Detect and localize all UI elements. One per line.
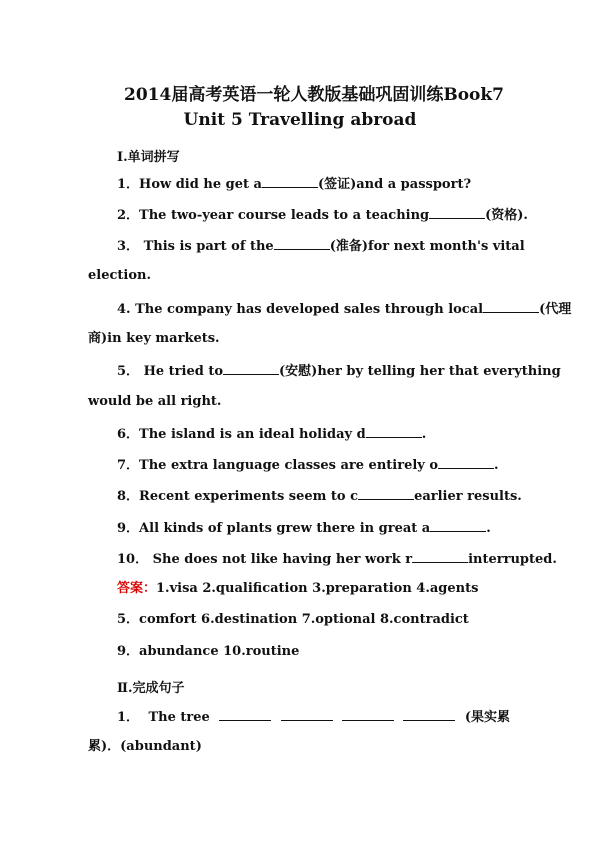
question-text: He tried to xyxy=(143,364,224,379)
answer-blank[interactable] xyxy=(438,455,494,469)
question-text: All kinds of plants grew there in great a xyxy=(139,521,431,536)
answers-line-1 xyxy=(117,580,539,598)
question-8 xyxy=(117,486,539,506)
section-heading-spelling: Ⅰ.单词拼写 xyxy=(117,150,180,165)
question-hint: . xyxy=(494,458,499,473)
question-text: This is part of the xyxy=(143,239,274,254)
question-5 xyxy=(117,361,561,381)
unit-title: Unit 5 Travelling abroad xyxy=(183,110,417,130)
question-text: The island is an ideal holiday d xyxy=(139,427,366,442)
question-hint: (果实累 xyxy=(464,710,510,725)
document-title: 2014届高考英语一轮人教版基础巩固训练Book7 xyxy=(124,85,504,105)
answer-blank[interactable] xyxy=(223,361,279,375)
question-text: The two-year course leads to a teaching xyxy=(139,208,430,223)
answer-blank[interactable] xyxy=(483,299,539,313)
question-4 xyxy=(117,299,572,319)
question-number: 2． xyxy=(117,208,140,223)
question-number: 1． xyxy=(117,177,140,192)
answer-blank[interactable] xyxy=(430,518,486,532)
question-hint: . xyxy=(421,427,427,442)
answers-label: 答案： xyxy=(117,581,157,596)
question-9 xyxy=(117,518,539,538)
question-number: 7． xyxy=(117,458,140,473)
answers-text: 1.visa 2.qualification 3.preparation 4.agents xyxy=(156,581,479,596)
answer-blank[interactable] xyxy=(366,424,422,438)
question-2 xyxy=(117,205,539,225)
question-number: 3． xyxy=(117,239,140,254)
answers-line-2: 5．comfort 6.destination 7.optional 8.contradict xyxy=(117,612,469,627)
question-text: How did he get a xyxy=(139,177,262,192)
answer-blank[interactable] xyxy=(358,486,414,500)
sentence-1-continued: 累)．(abundant) xyxy=(88,739,202,754)
question-7 xyxy=(117,455,539,475)
question-number: 1． xyxy=(117,710,140,725)
answer-blank[interactable] xyxy=(281,707,333,721)
answer-blank[interactable] xyxy=(262,174,318,188)
question-4-continued: 商)in key markets. xyxy=(88,331,220,346)
answer-blank[interactable] xyxy=(412,549,468,563)
question-1 xyxy=(117,174,539,194)
question-3-continued: election. xyxy=(88,268,151,283)
question-text: The extra language classes are entirely o xyxy=(139,458,439,473)
question-hint: (资格). xyxy=(485,208,528,223)
answer-blank[interactable] xyxy=(219,707,271,721)
question-text: The tree xyxy=(148,710,210,725)
question-6 xyxy=(117,424,539,444)
question-number: 5． xyxy=(117,364,140,379)
question-hint: earlier results. xyxy=(414,489,522,504)
question-text: Recent experiments seem to c xyxy=(139,489,359,504)
question-text: She does not like having her work r xyxy=(152,552,413,567)
sentence-1 xyxy=(117,707,510,727)
answers-line-3: 9．abundance 10.routine xyxy=(117,644,300,659)
question-number: 10． xyxy=(117,552,149,567)
question-3 xyxy=(117,236,525,256)
question-number: 4. xyxy=(117,302,131,317)
question-hint: (准备)for next month's vital xyxy=(329,239,525,254)
question-text: The company has developed sales through local xyxy=(135,302,484,317)
question-number: 9． xyxy=(117,521,140,536)
question-5-continued: would be all right. xyxy=(88,394,222,409)
question-hint: . xyxy=(486,521,491,536)
answer-blank[interactable] xyxy=(274,236,330,250)
question-hint: interrupted. xyxy=(468,552,557,567)
question-number: 8． xyxy=(117,489,140,504)
question-hint: (签证)and a passport? xyxy=(317,177,472,192)
question-hint: (代理 xyxy=(539,302,572,317)
answer-blank[interactable] xyxy=(342,707,394,721)
answer-blank[interactable] xyxy=(403,707,455,721)
answer-blank[interactable] xyxy=(429,205,485,219)
question-number: 6． xyxy=(117,427,140,442)
question-10 xyxy=(117,549,557,569)
question-hint: (安慰)her by telling her that everything xyxy=(279,364,561,379)
section-heading-sentences: Ⅱ.完成句子 xyxy=(117,681,185,696)
